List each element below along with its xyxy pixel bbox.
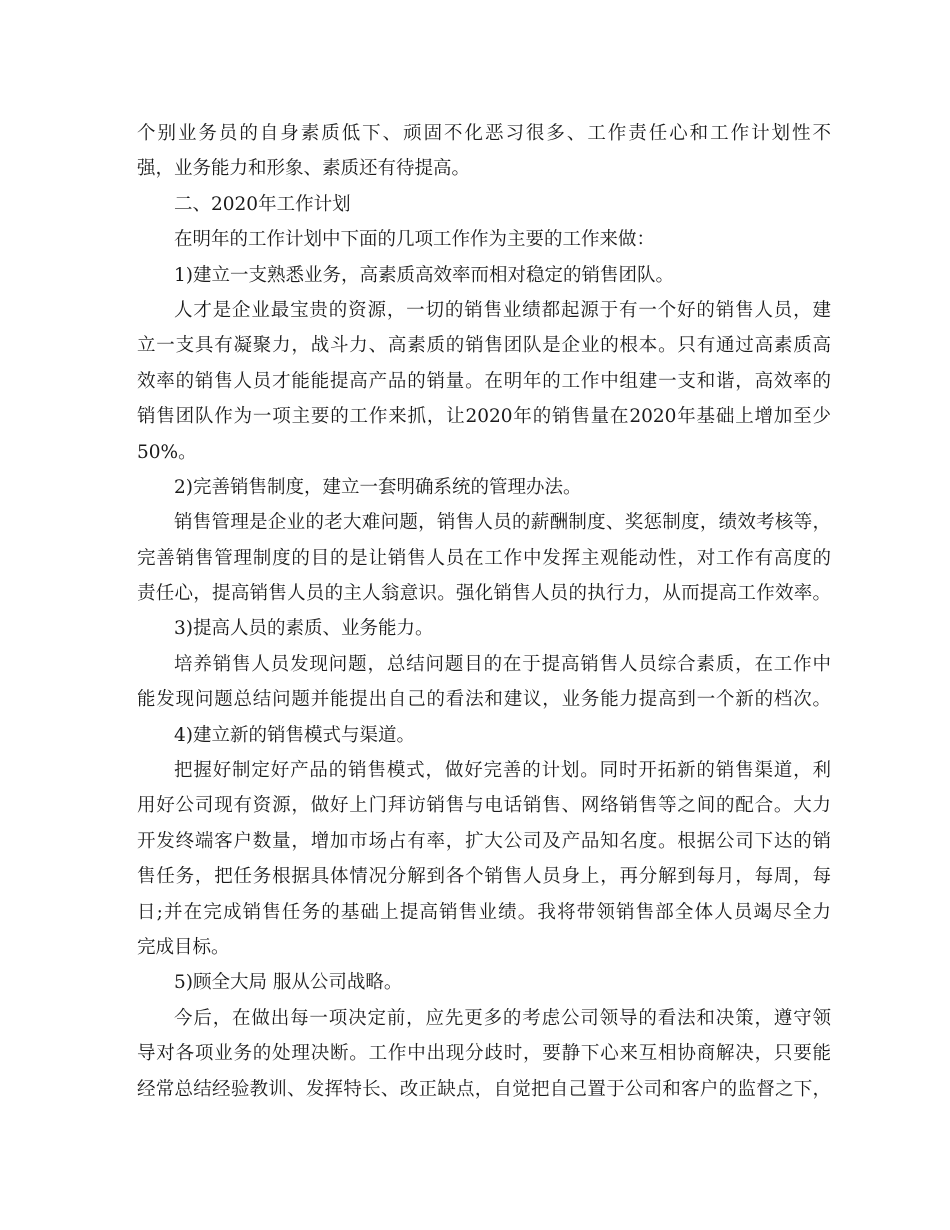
- text-line: 50%。: [137, 441, 197, 463]
- text-line: 完成目标。: [137, 936, 230, 958]
- text-line: 立一支具有凝聚力，战斗力、高素质的销售团队是企业的根本。只有通过高素质高: [137, 335, 831, 357]
- subsection-heading: 2)完善销售制度，建立一套明确系统的管理办法。: [174, 476, 582, 498]
- text-line: 销售管理是企业的老大难问题，销售人员的薪酬制度、奖惩制度，绩效考核等，: [174, 512, 831, 534]
- text-line: 日;并在完成销售任务的基础上提高销售业绩。我将带领销售部全体人员竭尽全力: [137, 901, 831, 923]
- text-line: 完善销售管理制度的目的是让销售人员在工作中发挥主观能动性，对工作有高度的: [137, 547, 831, 569]
- text-line: 培养销售人员发现问题，总结问题目的在于提高销售人员综合素质，在工作中: [174, 653, 831, 675]
- subsection-heading: 1)建立一支熟悉业务，高素质高效率而相对稳定的销售团队。: [174, 264, 674, 286]
- text-line: 开发终端客户数量，增加市场占有率，扩大公司及产品知名度。根据公司下达的销: [137, 830, 831, 852]
- text-line: 导对各项业务的处理决断。工作中出现分歧时，要静下心来互相协商解决，只要能: [137, 1043, 831, 1065]
- text-line: 强，业务能力和形象、素质还有待提高。: [137, 158, 471, 180]
- text-line: 销售团队作为一项主要的工作来抓，让2020年的销售量在2020年基础上增加至少: [137, 406, 831, 428]
- subsection-heading: 5)顾全大局 服从公司战略。: [174, 972, 403, 994]
- text-line: 经常总结经验教训、发挥特长、改正缺点，自觉把自己置于公司和客户的监督之下，: [137, 1078, 831, 1100]
- text-line: 用好公司现有资源，做好上门拜访销售与电话销售、网络销售等之间的配合。大力: [137, 795, 831, 817]
- text-line: 售任务，把任务根据具体情况分解到各个销售人员身上，再分解到每月，每周，每: [137, 866, 831, 888]
- text-line: 能发现问题总结问题并能提出自己的看法和建议，业务能力提高到一个新的档次。: [137, 689, 831, 711]
- section-heading: 二、2020年工作计划: [174, 193, 351, 215]
- text-line: 人才是企业最宝贵的资源，一切的销售业绩都起源于有一个好的销售人员，建: [174, 299, 831, 321]
- text-line: 在明年的工作计划中下面的几项工作作为主要的工作来做：: [174, 229, 656, 251]
- subsection-heading: 3)提高人员的素质、业务能力。: [174, 618, 434, 640]
- text-line: 责任心，提高销售人员的主人翁意识。强化销售人员的执行力，从而提高工作效率。: [137, 583, 831, 605]
- text-line: 效率的销售人员才能能提高产品的销量。在明年的工作中组建一支和谐，高效率的: [137, 370, 831, 392]
- text-line: 今后，在做出每一项决定前，应先更多的考虑公司领导的看法和决策，遵守领: [174, 1007, 831, 1029]
- document-body: [137, 116, 831, 1107]
- text-line: 个别业务员的自身素质低下、顽固不化恶习很多、工作责任心和工作计划性不: [137, 123, 831, 144]
- text-line: 把握好制定好产品的销售模式，做好完善的计划。同时开拓新的销售渠道，利: [174, 760, 831, 782]
- subsection-heading: 4)建立新的销售模式与渠道。: [174, 724, 415, 746]
